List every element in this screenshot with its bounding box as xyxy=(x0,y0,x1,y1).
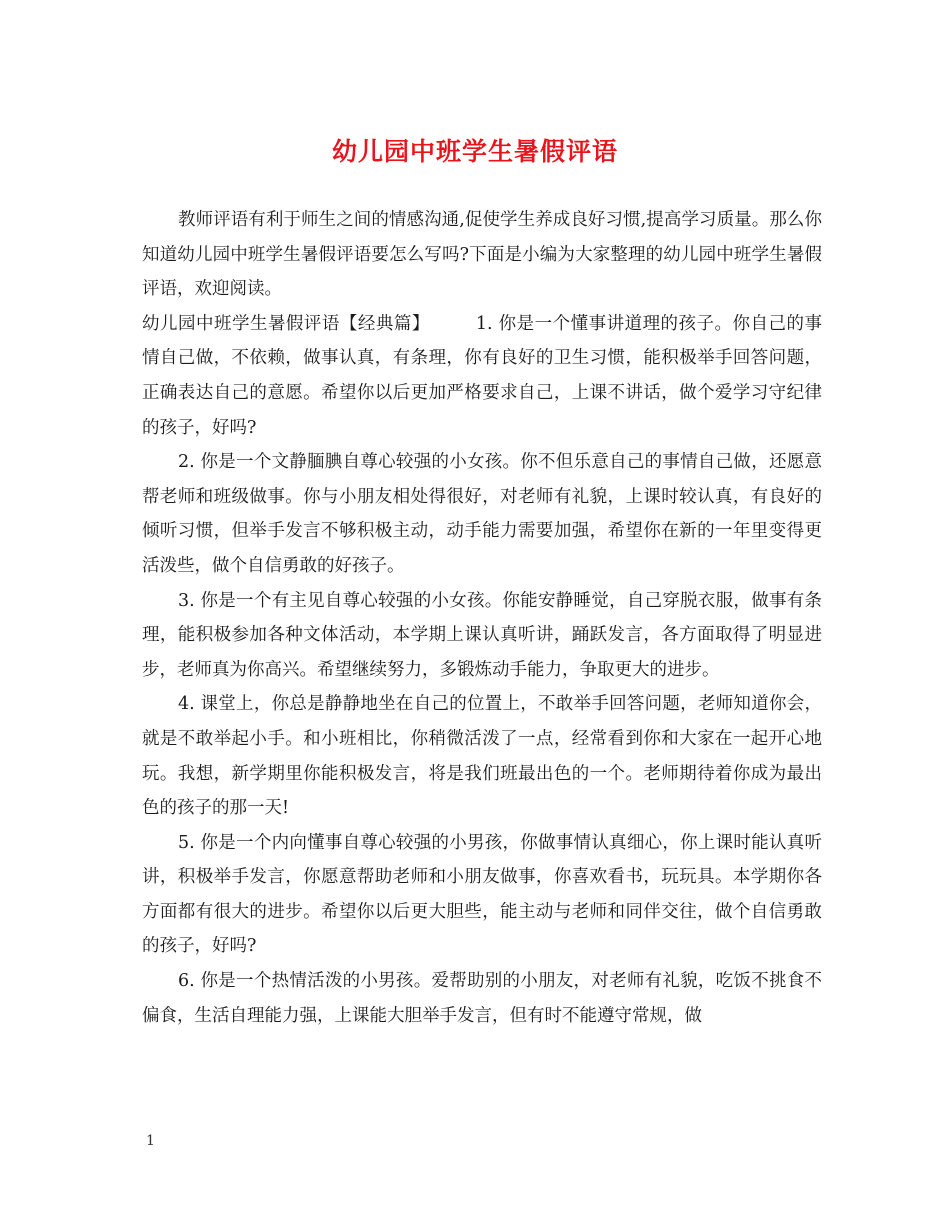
comment-item: 2. 你是一个文静腼腆自尊心较强的小女孩。你不但乐意自己的事情自己做，还愿意帮老师和班级做事。你与小朋友相处得很好，对老师有礼貌，上课时较认真，有良好的倾听习惯，但举手发言不够积极主动，动手能力需要加强，希望你在新的一年里变得更活泼些，做个自信勇敢的好孩子。 xyxy=(142,452,822,576)
classic-section-paragraph xyxy=(142,307,822,445)
comment-item: 4. 课堂上，你总是静静地坐在自己的位置上，不敢举手回答问题，老师知道你会，就是不敢举起小手。和小班相比，你稍微活泼了一点，经常看到你和大家在一起开心地玩。我想，新学期里你能积极发言，将是我们班最出色的一个。老师期待着你成为最出色的孩子的那一天! xyxy=(142,694,822,819)
page-number: 1 xyxy=(146,1133,155,1149)
comment-item: 5. 你是一个内向懂事自尊心较强的小男孩，你做事情认真细心，你上课时能认真听讲，积极举手发言，你愿意帮助老师和小朋友做事，你喜欢看书，玩玩具。本学期你各方面都有很大的进步。希望你以后更大胆些，能主动与老师和同伴交往，做个自信勇敢的孩子，好吗? xyxy=(142,832,822,957)
document-title: 幼儿园中班学生暑假评语 xyxy=(331,137,618,166)
comment-item: 1. 你是一个懂事讲道理的孩子。你自己的事情自己做，不依赖，做事认真，有条理，你有良好的卫生习惯，能积极举手回答问题，正确表达自己的意愿。希望你以后更加严格要求自己，上课不讲话，做个爱学习守纪律的孩子，好吗? xyxy=(142,313,822,438)
comment-item: 3. 你是一个有主见自尊心较强的小女孩。你能安静睡觉，自己穿脱衣服，做事有条理，能积极参加各种文体活动，本学期上课认真听讲，踊跃发言，各方面取得了明显进步，老师真为你高兴。希望继续努力，多锻炼动手能力，争取更大的进步。 xyxy=(142,590,822,680)
document-body xyxy=(142,203,822,1033)
section-heading: 幼儿园中班学生暑假评语【经典篇】 xyxy=(142,313,430,334)
intro-paragraph: 教师评语有利于师生之间的情感沟通,促使学生养成良好习惯,提高学习质量。那么你知道幼儿园中班学生暑假评语要怎么写吗?下面是小编为大家整理的幼儿园中班学生暑假评语，欢迎阅读。 xyxy=(142,210,822,300)
comment-item: 6. 你是一个热情活泼的小男孩。爱帮助别的小朋友，对老师有礼貌，吃饭不挑食不偏食，生活自理能力强，上课能大胆举手发言，但有时不能遵守常规，做 xyxy=(142,971,822,1026)
